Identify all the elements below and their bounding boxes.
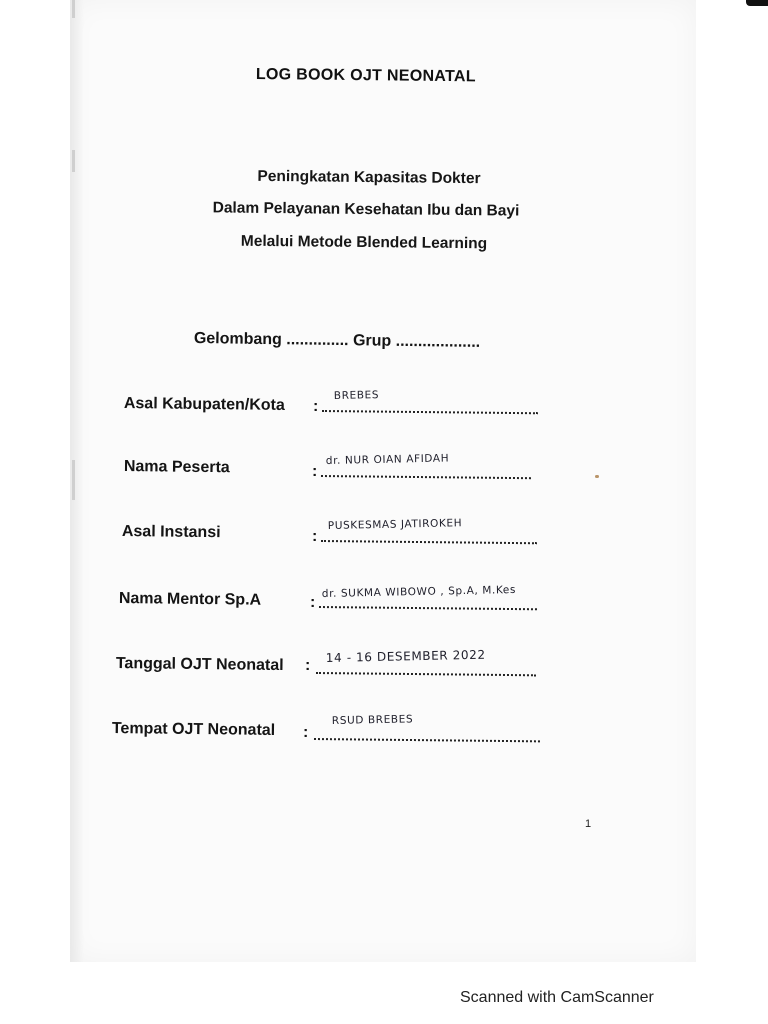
field-colon: : xyxy=(313,398,319,415)
handwritten-nama-peserta: dr. NUR OIAN AFIDAH xyxy=(325,452,450,467)
gelombang-blank: .............. xyxy=(286,331,349,350)
subtitle-line-2: Dalam Pelayanan Kesehatan Ibu dan Bayi xyxy=(212,199,520,220)
field-label-nama-peserta: Nama Peserta xyxy=(123,458,230,477)
field-label-tempat-ojt: Tempat OJT Neonatal xyxy=(111,720,276,739)
page-number: 1 xyxy=(585,818,592,830)
field-colon: : xyxy=(303,724,309,741)
field-colon: : xyxy=(305,657,311,674)
handwritten-asal-kabupaten: BREBES xyxy=(333,389,380,402)
binding-mark xyxy=(72,460,75,500)
camscanner-watermark: Scanned with CamScanner xyxy=(460,989,654,1006)
paper-speck xyxy=(595,475,599,478)
binding-mark xyxy=(72,0,75,18)
field-label-asal-kabupaten: Asal Kabupaten/Kota xyxy=(123,395,285,414)
field-colon: : xyxy=(312,463,318,480)
field-colon: : xyxy=(312,528,318,545)
binding-mark xyxy=(72,150,75,172)
scanned-page xyxy=(70,0,696,962)
field-label-tanggal-ojt: Tanggal OJT Neonatal xyxy=(115,655,284,675)
handwritten-tempat-ojt: RSUD BREBES xyxy=(331,713,414,727)
handwritten-asal-instansi: PUSKESMAS JATIROKEH xyxy=(327,517,463,532)
field-colon: : xyxy=(310,594,316,611)
subtitle-line-1: Peningkatan Kapasitas Dokter xyxy=(257,167,481,188)
grup-label: Grup xyxy=(352,332,392,350)
gelombang-label: Gelombang xyxy=(193,330,283,349)
grup-blank: ................... xyxy=(395,332,481,351)
handwritten-nama-mentor: dr. SUKMA WIBOWO , Sp.A, M.Kes xyxy=(321,583,517,600)
subtitle-line-3: Melalui Metode Blended Learning xyxy=(240,232,488,253)
field-label-asal-instansi: Asal Instansi xyxy=(121,523,221,542)
field-label-nama-mentor: Nama Mentor Sp.A xyxy=(118,590,262,609)
document-title: LOG BOOK OJT NEONATAL xyxy=(255,66,476,86)
handwritten-tanggal-ojt: 14 - 16 DESEMBER 2022 xyxy=(325,647,486,665)
scan-corner-mark xyxy=(746,0,768,6)
